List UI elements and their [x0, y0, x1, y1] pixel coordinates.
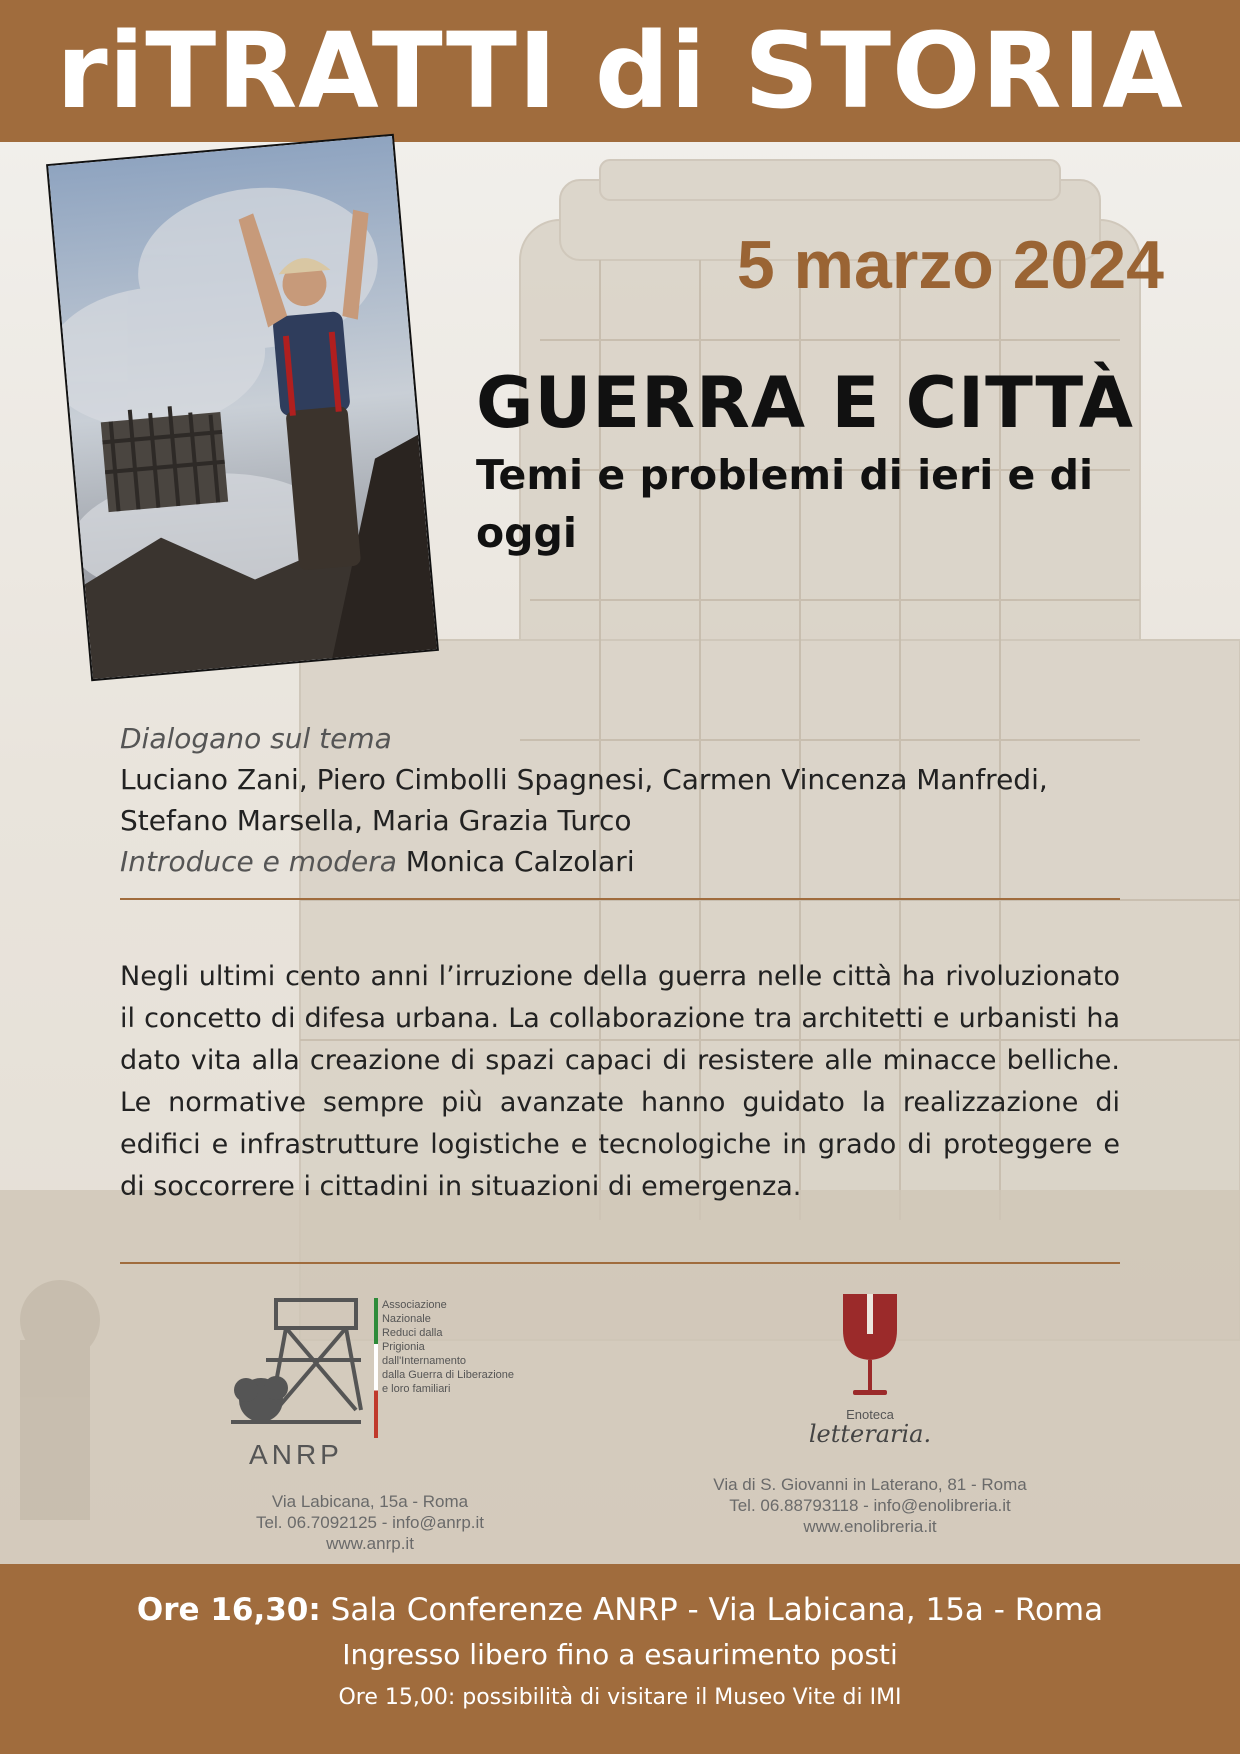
event-subtitle: Temi e problemi di ieri e di oggi	[476, 451, 1094, 557]
footer-band	[0, 1564, 1240, 1754]
italian-flag-stripe	[374, 1298, 378, 1438]
firefighter-photo	[48, 136, 437, 679]
footer-museum: Ore 15,00: possibilità di visitare il Museo Vite di IMI	[338, 1685, 902, 1710]
enoteca-logo-block	[680, 1290, 1060, 1537]
enoteca-address: Via di S. Giovanni in Laterano, 81 - Roma	[713, 1475, 1027, 1494]
divider-bottom	[120, 1262, 1120, 1264]
anrp-watchtower-icon	[226, 1290, 366, 1440]
anrp-logo-block	[210, 1290, 530, 1554]
series-title: riTRATTI di STORIA	[56, 10, 1184, 132]
anrp-address: Via Labicana, 15a - Roma	[271, 1492, 469, 1511]
speakers-section	[120, 718, 1140, 882]
speakers-names-line2: Stefano Marsella, Maria Grazia Turco	[120, 804, 632, 837]
enoteca-label-bottom: letteraria.	[808, 1420, 932, 1448]
footer-time-venue	[0, 1592, 1240, 1628]
header-band	[0, 0, 1240, 142]
wine-glass-icon	[835, 1290, 905, 1400]
moderator-name: Monica Calzolari	[405, 845, 635, 878]
enoteca-label-top: Enoteca	[846, 1407, 894, 1422]
event-photo	[48, 136, 437, 679]
moderator-label: Introduce e modera	[120, 845, 397, 878]
event-title: GUERRA E CITTÀ	[476, 362, 1134, 444]
footer-time: Ore 16,30:	[136, 1592, 321, 1628]
speakers-intro-label: Dialogano sul tema	[120, 722, 392, 755]
divider-top	[120, 898, 1120, 900]
enoteca-contact: Tel. 06.88793118 - info@enolibreria.it	[729, 1496, 1011, 1515]
event-date: 5 marzo 2024	[736, 227, 1164, 303]
moderator-line	[120, 841, 1140, 882]
footer-entry: Ingresso libero fino a esaurimento posti	[342, 1638, 898, 1671]
anrp-acronym: ANRP	[249, 1439, 343, 1470]
footer-venue: Sala Conferenze ANRP - Via Labicana, 15a - Roma	[330, 1592, 1104, 1628]
anrp-web: www.anrp.it	[326, 1534, 414, 1553]
speakers-names-line1: Luciano Zani, Piero Cimbolli Spagnesi, Carmen Vincenza Manfredi,	[120, 763, 1048, 796]
anrp-full-name: Associazione Nazionale Reduci dalla Prigionia dall'Internamento dalla Guerra di Liberazione e loro familiari	[381, 1299, 515, 1395]
anrp-contact: Tel. 06.7092125 - info@anrp.it	[255, 1513, 484, 1532]
event-description: Negli ultimi cento anni l’irruzione della guerra nelle città ha rivoluzionato il concetto di difesa urbana. La collaborazione tra architetti e urbanisti ha dato vita alla creazione di spazi capaci di resistere alle minacce belliche. Le normative sempre più avanzate hanno guidato la realizzazione di edifici e infrastrutture logistiche e tecnologiche in grado di proteggere e di soccorrere i cittadini in situazioni di emergenza.	[120, 961, 1120, 1202]
enoteca-web: www.enolibreria.it	[803, 1517, 937, 1536]
